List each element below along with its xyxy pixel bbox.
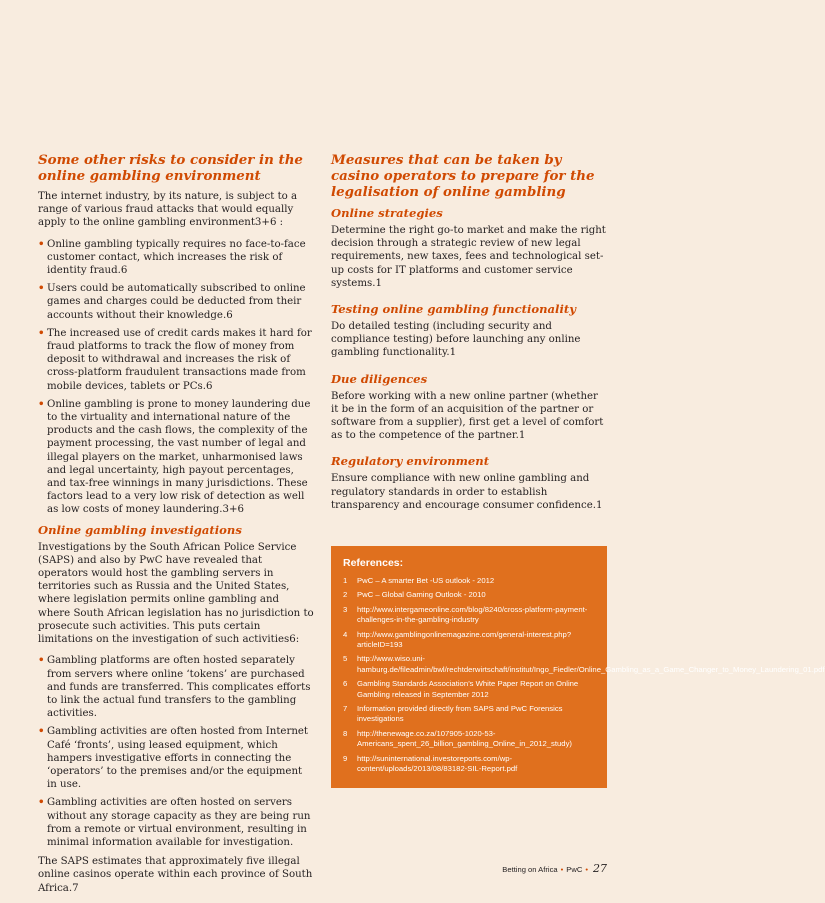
section-title: Regulatory environment [331,454,490,469]
brand-name: PwC [566,865,583,874]
bullet-icon: • [38,282,45,295]
risks-heading: Some other risks to consider in the online gambling environment [38,152,303,184]
separator-dot-icon: • [585,865,588,874]
reference-item: 8 http://thenewage.co.za/107905-1020-53-Americans_spent_26_billion_gambling_Online_in_2012_study) [343,728,572,749]
section-body: Do detailed testing (including security and compliance testing) before launching any online gambling functionality.1 [331,321,581,359]
reference-item: 9 http://suninternational.investoreports.com/wp-content/uploads/2013/08/83182-SIL-Report.pdf [343,753,518,774]
section-body: Determine the right go-to market and make the right decision through a strategic review of new legal requirements, new taxes, fees and technological set-up costs for IT platforms and customer service systems.1 [331,225,606,289]
reference-item: 7 Information provided directly from SAPS and PwC Forensics investigations [343,704,563,724]
list-item: • Online gambling is prone to money laundering due to the virtuality and international nature of the products and the cash flows, the complexity of the payment processing, the vast number of legal and illegal players on the market, unharmonised laws and legal uncertainty, high payout percentages, and tax-free winnings in many jurisdictions. These factors lead to a very low risk of detection as well as low costs of money laundering.3+6 [38,397,311,516]
section-title: Due diligences [331,371,428,386]
references-title: References: [343,557,404,569]
bullet-icon: • [38,796,45,809]
reference-item: 1 PwC – A smarter Bet -US outlook - 2012 [343,576,495,585]
list-item: • The increased use of credit cards makes it hard for fraud platforms to track the flow of money from deposit to withdrawal and increases the risk of cross-platform fraudulent transactions made from mobile devices, tablets or PCs.6 [38,326,312,392]
list-item: • Gambling activities are often hosted on servers without any storage capacity as they are being run from a remote or virtual environment, resulting in minimal information available for investigation. [38,796,311,848]
bullet-icon: • [38,725,45,738]
page-footer [502,862,607,875]
publication-name: Betting on Africa [502,865,558,874]
closing-paragraph: The SAPS estimates that approximately five illegal online casinos operate within each province of South Africa.7 [38,856,313,894]
reference-item: 4 http://www.gamblingonlinemagazine.com/general-interest.php?articleID=193 [343,629,572,650]
right-column [331,152,607,520]
investigations-heading: Online gambling investigations [38,522,242,537]
reference-item: 5 http://www.wiso.uni-hamburg.de/fileadmin/bwl/rechtderwirtschaft/institut/Ingo_Fiedler/Online_Gambling_as_a_Game_Changer_to_Money_Laundering_01.pdf [343,654,825,674]
bullet-icon: • [38,237,45,250]
risks-intro: The internet industry, by its nature, is subject to a range of various fraud attacks that would equally apply to the online gambling environment3+6 : [38,191,298,229]
measures-heading: Measures that can be taken by casino operators to prepare for the legalisation of online gambling [331,152,595,200]
list-item: • Gambling activities are often hosted from Internet Café ‘fronts’, using leased equipment, which hampers investigative efforts in connecting the ‘operators’ to the premises and/or the equipment in use. [38,725,308,791]
reference-item: 6 Gambling Standards Association’s White Paper Report on Online Gambling released in September 2012 [343,679,579,699]
section-title: Testing online gambling functionality [331,302,576,317]
section-body: Before working with a new online partner (whether it be in the form of an acquisition of the partner or software from a supplier), first get a level of comfort as to the competence of the partner.1 [331,390,604,442]
reference-item: 3 http://www.intergameonline.com/blog/8240/cross-platform-payment-challenges-in-the-gambling-industry [343,604,588,625]
left-column [38,152,314,903]
separator-dot-icon: • [560,865,564,874]
section-title: Online strategies [331,206,443,220]
investigations-intro: Investigations by the South African Police Service (SAPS) and also by PwC have revealed that operators would host the gambling servers in territories such as Russia and the United States, where legislation permits online gambling and where South African legislation has no jurisdiction to prosecute such activities. This puts certain limitations on the investigation of such activities6: [38,541,314,646]
references-box [331,546,825,788]
bullet-icon: • [38,326,45,339]
list-item: • Users could be automatically subscribed to online games and charges could be deducted from their accounts without their knowledge.6 [38,282,306,321]
list-item: • Online gambling typically requires no face-to-face customer contact, which increases the risk of identity fraud.6 [38,237,306,277]
section-body: Ensure compliance with new online gambling and regulatory standards in order to establish transparency and encourage consumer confidence.1 [331,473,603,511]
risks-list [38,238,314,517]
page-number: 27 [593,862,607,875]
bullet-icon: • [38,654,45,667]
list-item: • Gambling platforms are often hosted separately from servers where online ‘tokens’ are purchased and funds are transferred. This complicates efforts to link the actual fund transfers to the gambling activities. [38,654,311,720]
bullet-icon: • [38,397,45,410]
reference-item: 2 PwC – Global Gaming Outlook - 2010 [343,590,486,600]
investigations-list [38,654,314,849]
